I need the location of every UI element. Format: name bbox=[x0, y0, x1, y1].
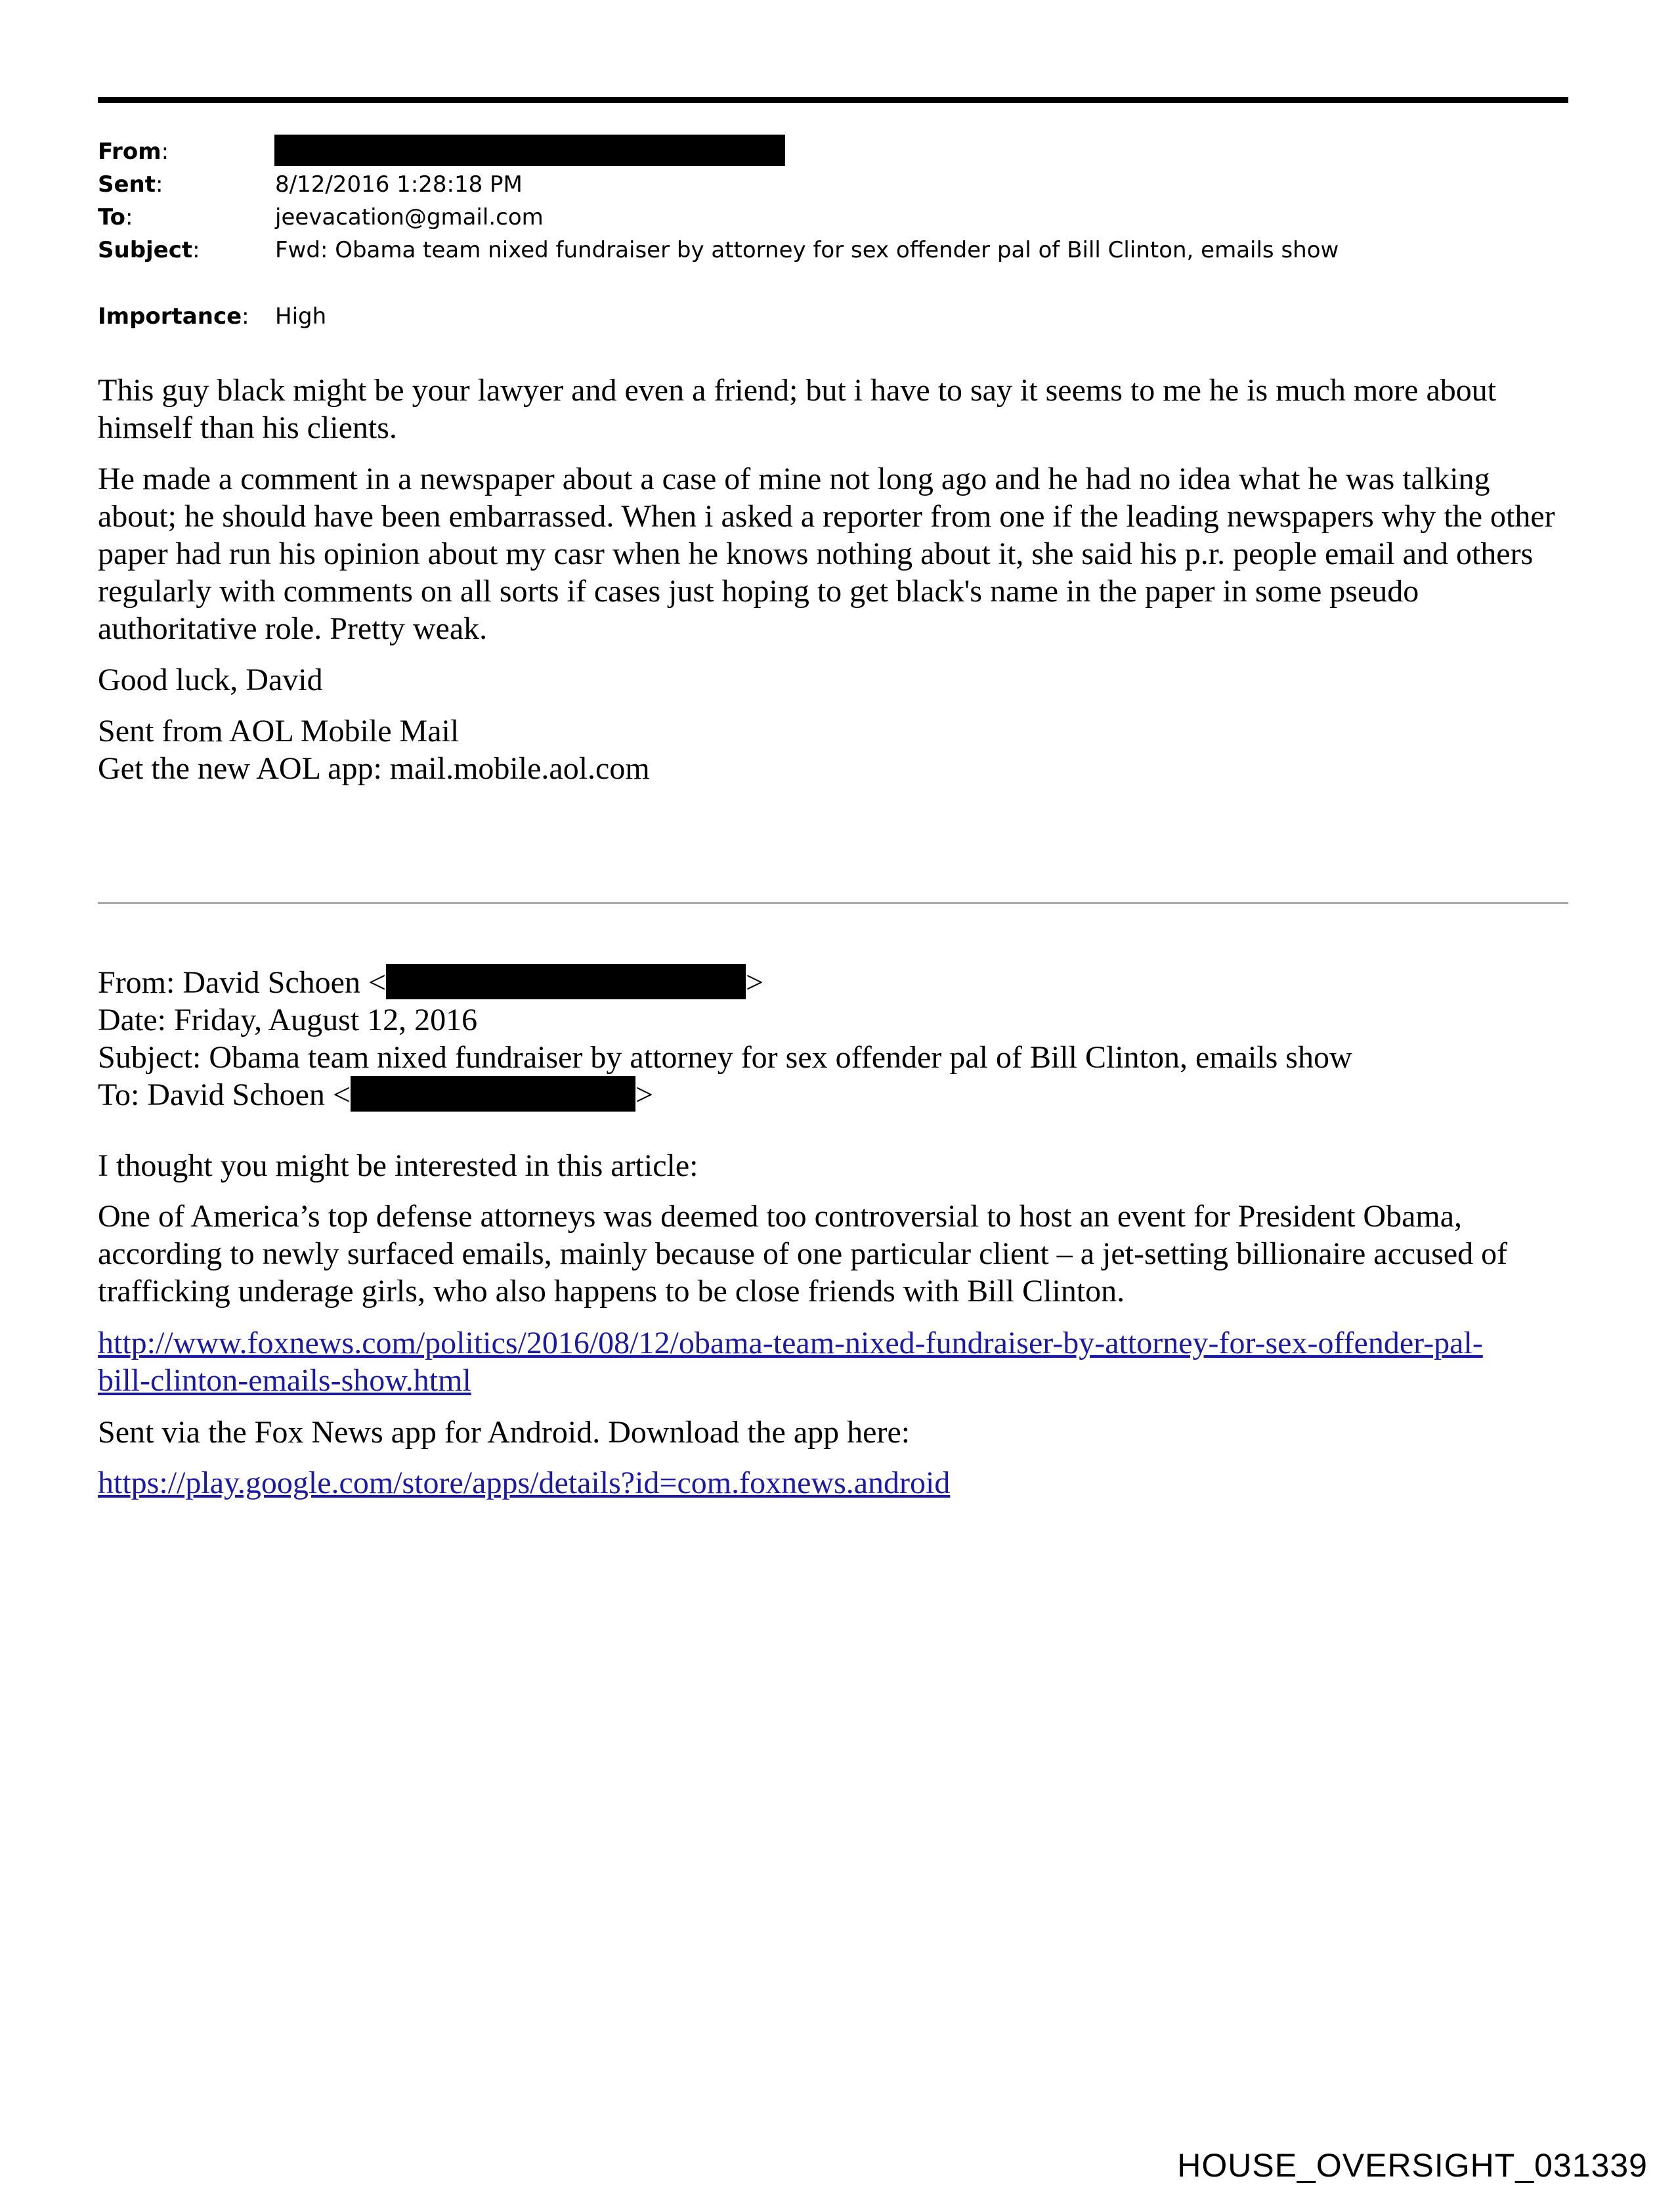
forwarded-from-suffix: > bbox=[746, 965, 764, 1000]
importance-label: Importance: bbox=[98, 303, 249, 330]
to-value: jeevacation@gmail.com bbox=[275, 204, 544, 230]
body-signoff: Good luck, David bbox=[98, 662, 323, 697]
bates-number: HOUSE_OVERSIGHT_031339 bbox=[1177, 2147, 1648, 2184]
sent-value: 8/12/2016 1:28:18 PM bbox=[275, 171, 523, 198]
subject-label: Subject: bbox=[98, 237, 200, 263]
forward-divider bbox=[98, 902, 1568, 904]
body-paragraph-1: This guy black might be your lawyer and even a friend; but i have to say it seems to me he is much more about himself than his clients. bbox=[98, 373, 1497, 445]
body-paragraph-2: He made a comment in a newspaper about a case of mine not long ago and he had no idea what he was talking about; he should have been embarrassed. When i asked a reporter from one if the leading newspapers why the other paper had run his opinion about my casr when he knows nothing about it, she said his p.r. people email and others regularly with comments on all sorts if cases just hoping to get black's name in the paper in some pseudo authoritative role. Pretty weak. bbox=[98, 462, 1555, 646]
article-url-line-2[interactable]: bill-clinton-emails-show.html bbox=[98, 1363, 471, 1398]
redacted-from-email bbox=[386, 964, 746, 999]
forwarded-subject-line: Subject: Obama team nixed fundraiser by attorney for sex offender pal of Bill Clinton, emails show bbox=[98, 1040, 1352, 1075]
from-label: From: bbox=[98, 139, 169, 165]
forwarded-intro: I thought you might be interested in this article: bbox=[98, 1148, 698, 1183]
header-top-rule bbox=[98, 97, 1568, 103]
app-store-link[interactable] bbox=[98, 1464, 950, 1502]
app-note: Sent via the Fox News app for Android. Download the app here: bbox=[98, 1415, 911, 1450]
forwarded-to-suffix: > bbox=[635, 1077, 654, 1112]
redacted-sender-block bbox=[274, 135, 785, 166]
article-summary: One of America’s top defense attorneys was deemed too controversial to host an event for President Obama, according to newly surfaced emails, mainly because of one particular client – a jet-setting billionaire accused of trafficking underage girls, who also happens to be close friends with Bill Clinton. bbox=[98, 1199, 1508, 1309]
forwarded-from-prefix: From: David Schoen < bbox=[98, 965, 387, 1000]
redacted-to-email bbox=[351, 1076, 635, 1112]
mobile-signature-line-1: Sent from AOL Mobile Mail bbox=[98, 714, 460, 748]
app-store-url[interactable]: https://play.google.com/store/apps/details?id=com.foxnews.android bbox=[98, 1465, 951, 1500]
article-url-line-1[interactable]: http://www.foxnews.com/politics/2016/08/12/obama-team-nixed-fundraiser-by-attorney-for-sex-offender-pal- bbox=[98, 1326, 1483, 1360]
forwarded-to-line bbox=[98, 1076, 653, 1114]
mobile-signature-line-2: Get the new AOL app: mail.mobile.aol.com bbox=[98, 751, 650, 786]
importance-value: High bbox=[275, 303, 327, 330]
to-label: To: bbox=[98, 204, 133, 230]
article-link[interactable] bbox=[98, 1324, 1483, 1399]
sent-label: Sent: bbox=[98, 171, 163, 198]
forwarded-date-line: Date: Friday, August 12, 2016 bbox=[98, 1003, 478, 1037]
subject-value: Fwd: Obama team nixed fundraiser by attorney for sex offender pal of Bill Clinton, emails show bbox=[275, 237, 1339, 263]
forwarded-from-line bbox=[98, 964, 763, 1001]
forwarded-to-prefix: To: David Schoen < bbox=[98, 1077, 351, 1112]
